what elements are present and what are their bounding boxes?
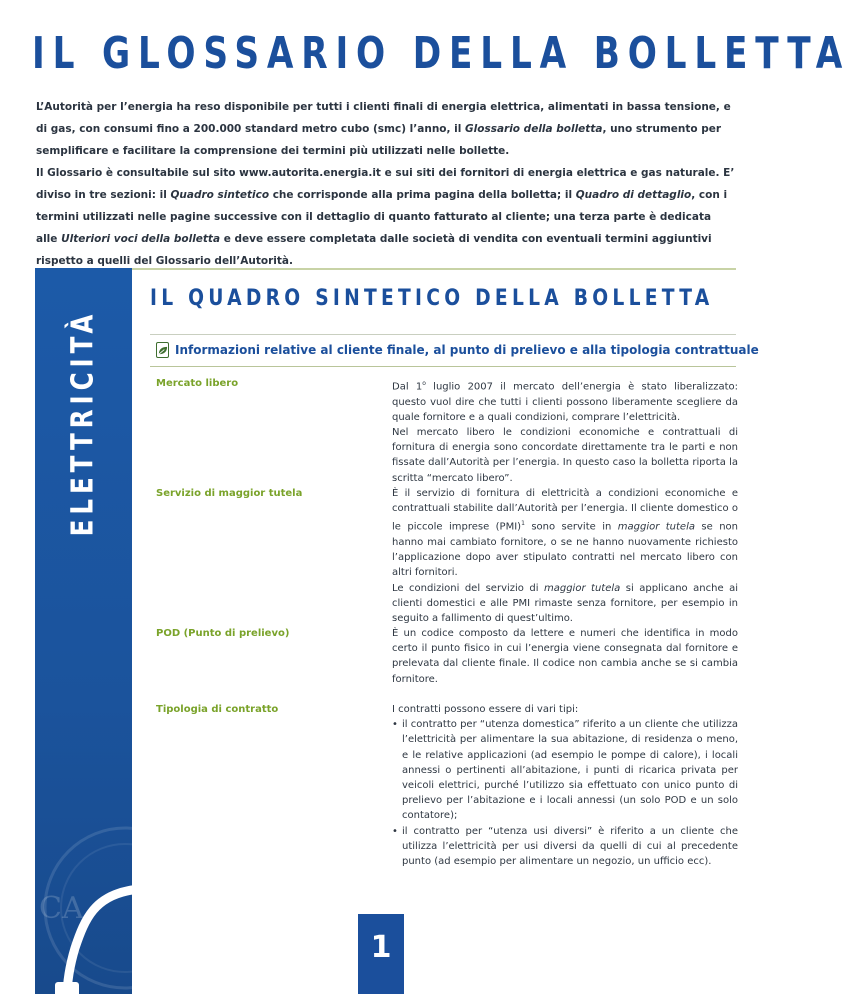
- plug-icon: [35, 878, 132, 998]
- term-label: Mercato libero: [156, 378, 239, 389]
- intro-p1-emphasis: Glossario della bolletta: [465, 123, 603, 135]
- list-item: • il contratto per “utenza usi diversi” è riferito a un cliente che utilizza l’elettricità per usi diversi da quelli di cui al precedente punto (ad esempio per alimentare un negozio, un ufficio ecc).: [392, 824, 738, 870]
- definition-paragraph: [392, 376, 738, 425]
- sidebar-band: [35, 268, 132, 994]
- definition-paragraph: [392, 486, 738, 581]
- def-text: si applicano anche ai clienti domestici e alle PMI rimaste senza fornitore, per esempio in seguito a fallimento di quest’ultimo.: [392, 582, 738, 624]
- leaf-icon: [156, 342, 169, 358]
- list-item: • il contratto per “utenza domestica” riferito a un cliente che utilizza l’elettricità per alimentare la sua abitazione, di residenza o meno, e le relative applicazioni (ad esempio le pompe di calore), i locali annessi o pertinenti all’abitazione, i punti di ricarica privata per veicoli elettrici, purché l’utilizzo sia effettuato con unico punto di prelievo per l’abitazione e i locali annessi (un solo POD e un solo contatore);: [392, 717, 738, 823]
- intro-paragraph-2: [36, 162, 736, 272]
- subhead: [156, 340, 759, 360]
- page-number: 1: [358, 914, 404, 994]
- subhead-rule-top: [150, 334, 736, 335]
- term-label: POD (Punto di prelievo): [156, 628, 290, 639]
- intro-p2-text-c: , con i termini utilizzati nelle pagine successive con il dettaglio di quanto fatturato al cliente; una terza parte è dedicata alle: [36, 189, 728, 245]
- term-definition: [392, 486, 738, 626]
- term-definition: [392, 626, 738, 687]
- intro-p1-text-b: , uno strumento per semplificare e facilitare la comprensione dei termini più utilizzati nelle bollette.: [36, 123, 722, 157]
- subhead-title: Informazioni relative al cliente finale, al punto di prelievo e alla tipologia contrattuale: [175, 343, 759, 357]
- subhead-rule-bottom: [150, 366, 736, 367]
- def-text: sono servite in: [524, 521, 618, 533]
- intro-p2-emphasis-1: Quadro sintetico: [170, 189, 270, 201]
- intro-p2-emphasis-2: Quadro di dettaglio: [575, 189, 692, 201]
- def-text: Le condizioni del servizio di: [392, 582, 544, 594]
- term-definition: [392, 376, 738, 486]
- intro-text: [36, 96, 736, 272]
- intro-p1-text-a: L’Autorità per l’energia ha reso disponibile per tutti i clienti finali di energia elettrica, alimentati in bassa tensione, e di gas, con consumi fino a 200.000 standard metro cubo (smc) l’anno, il: [36, 101, 731, 135]
- ordinal-sup: o: [422, 380, 426, 387]
- def-text: Dal 1: [392, 381, 423, 393]
- footnote-ref: 1: [521, 520, 525, 528]
- def-text: luglio 2007 il mercato dell’energia è stato liberalizzato: questo vuol dire che tutti i clienti possono liberamente scegliere da quale fornitore e a quali condizioni, comprare l’elettricità.: [392, 381, 738, 423]
- def-text: È il servizio di fornitura di elettricità a condizioni economiche e contrattuali stabilite dall’Autorità per l’energia. Il cliente domestico o le piccole imprese (PMI): [392, 488, 738, 533]
- term-definition: [392, 702, 738, 869]
- definition-paragraph: È un codice composto da lettere e numeri che identifica in modo certo il punto fisico in cui l’energia viene consegnata dal fornitore e prelevata dal cliente finale. Il codice non cambia anche se si cambia fornitore.: [392, 628, 738, 685]
- definition-paragraph: I contratti possono essere di vari tipi:: [392, 704, 579, 715]
- svg-text:CA: CA: [39, 891, 84, 926]
- sidebar-label: ELETTRICITÀ: [65, 309, 101, 537]
- bullet-list: [392, 717, 738, 869]
- intro-p2-emphasis-3: Ulteriori voci della bolletta: [61, 233, 221, 245]
- def-text: se non hanno mai cambiato fornitore, o se ne hanno nuovamente richiesto l’applicazione dopo aver stipulato contratti nel mercato libero con altri fornitori.: [392, 521, 739, 579]
- intro-p2-text-a: Il Glossario è consultabile sul sito www.autorita.energia.it e sui siti dei fornitori di energia elettrica e gas naturale. E’ diviso in tre sezioni: il: [36, 167, 735, 201]
- page-title: IL GLOSSARIO DELLA BOLLETTA: [32, 28, 850, 79]
- section-top-rule: [132, 268, 736, 270]
- intro-paragraph-1: [36, 96, 736, 162]
- section-title: IL QUADRO SINTETICO DELLA BOLLETTA: [150, 286, 714, 311]
- def-emphasis: maggior tutela: [543, 582, 621, 594]
- term-label: Servizio di maggior tutela: [156, 488, 303, 499]
- term-label: Tipologia di contratto: [156, 704, 279, 715]
- definition-paragraph: Nel mercato libero le condizioni economiche e contrattuali di fornitura di energia sono concordate direttamente tra le parti e non fissate dall’Autorità per l’energia. In questo caso la bolletta riporta la scritta “mercato libero”.: [392, 426, 738, 484]
- definition-paragraph: [392, 581, 738, 627]
- intro-p2-text-b: che corrisponde alla prima pagina della bolletta; il: [269, 189, 576, 201]
- intro-p2-text-d: e deve essere completata dalle società di vendita con eventuali termini aggiuntivi rispetto a quelli del Glossario dell’Autorità.: [36, 233, 712, 267]
- def-emphasis: maggior tutela: [617, 521, 695, 533]
